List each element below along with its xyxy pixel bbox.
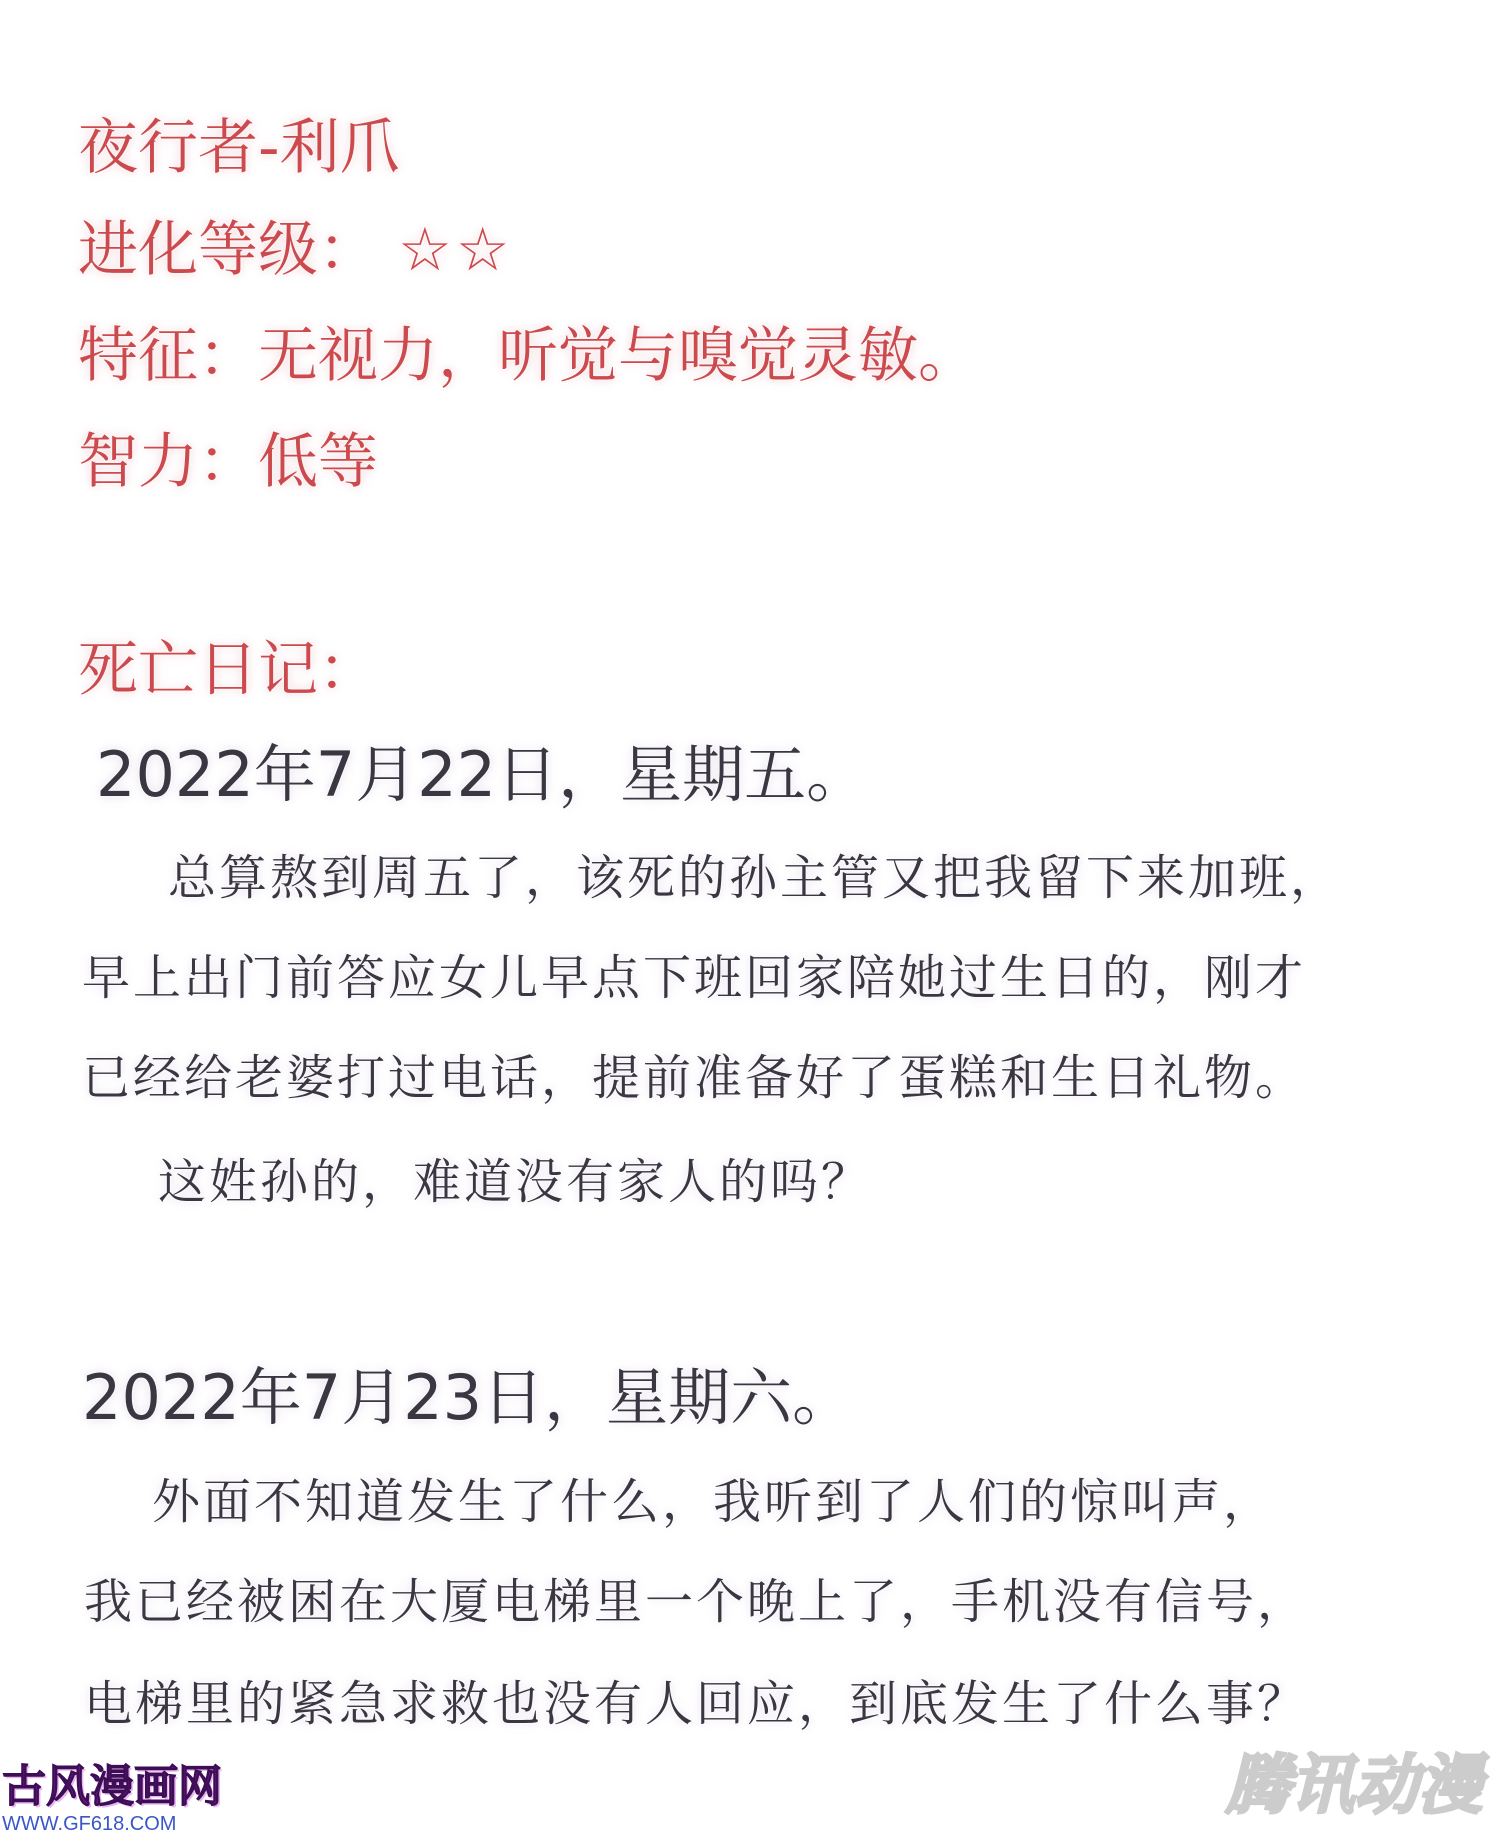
entry-line: 总算熬到周五了，该死的孙主管又把我留下来加班， <box>168 850 1342 906</box>
site-logo-name: 古风漫画网 <box>2 1761 222 1812</box>
entry-line: 我已经被困在大厦电梯里一个晚上了，手机没有信号， <box>84 1574 1309 1630</box>
entry-line: 这姓孙的，难道没有家人的吗？ <box>158 1154 873 1210</box>
entry-line: 电梯里的紧急求救也没有人回应，到底发生了什么事？ <box>84 1676 1309 1732</box>
entry-line: 已经给老婆打过电话，提前准备好了蛋糕和生日礼物。 <box>82 1050 1307 1106</box>
entry-line: 外面不知道发生了什么，我听到了人们的惊叫声， <box>152 1474 1275 1530</box>
site-logo[interactable] <box>2 1761 222 1835</box>
star-rating-icon: ☆☆ <box>398 215 514 285</box>
evolution-level-label: 进化等级： <box>78 215 378 285</box>
entry-date: 2022年7月22日，星期五。 <box>96 738 869 811</box>
trait-line: 特征：无视力，听觉与嗅觉灵敏。 <box>78 321 978 391</box>
publisher-watermark: 腾讯动漫 <box>1226 1749 1482 1823</box>
evolution-level <box>78 212 514 288</box>
entry-date: 2022年7月23日，星期六。 <box>82 1361 855 1434</box>
entry-line: 早上出门前答应女儿早点下班回家陪她过生日的，刚才 <box>82 950 1307 1006</box>
site-logo-url: WWW.GF618.COM <box>2 1813 177 1835</box>
creature-name: 夜行者-利爪 <box>78 113 400 183</box>
diary-heading: 死亡日记： <box>78 635 378 705</box>
intelligence-line: 智力：低等 <box>78 427 378 497</box>
